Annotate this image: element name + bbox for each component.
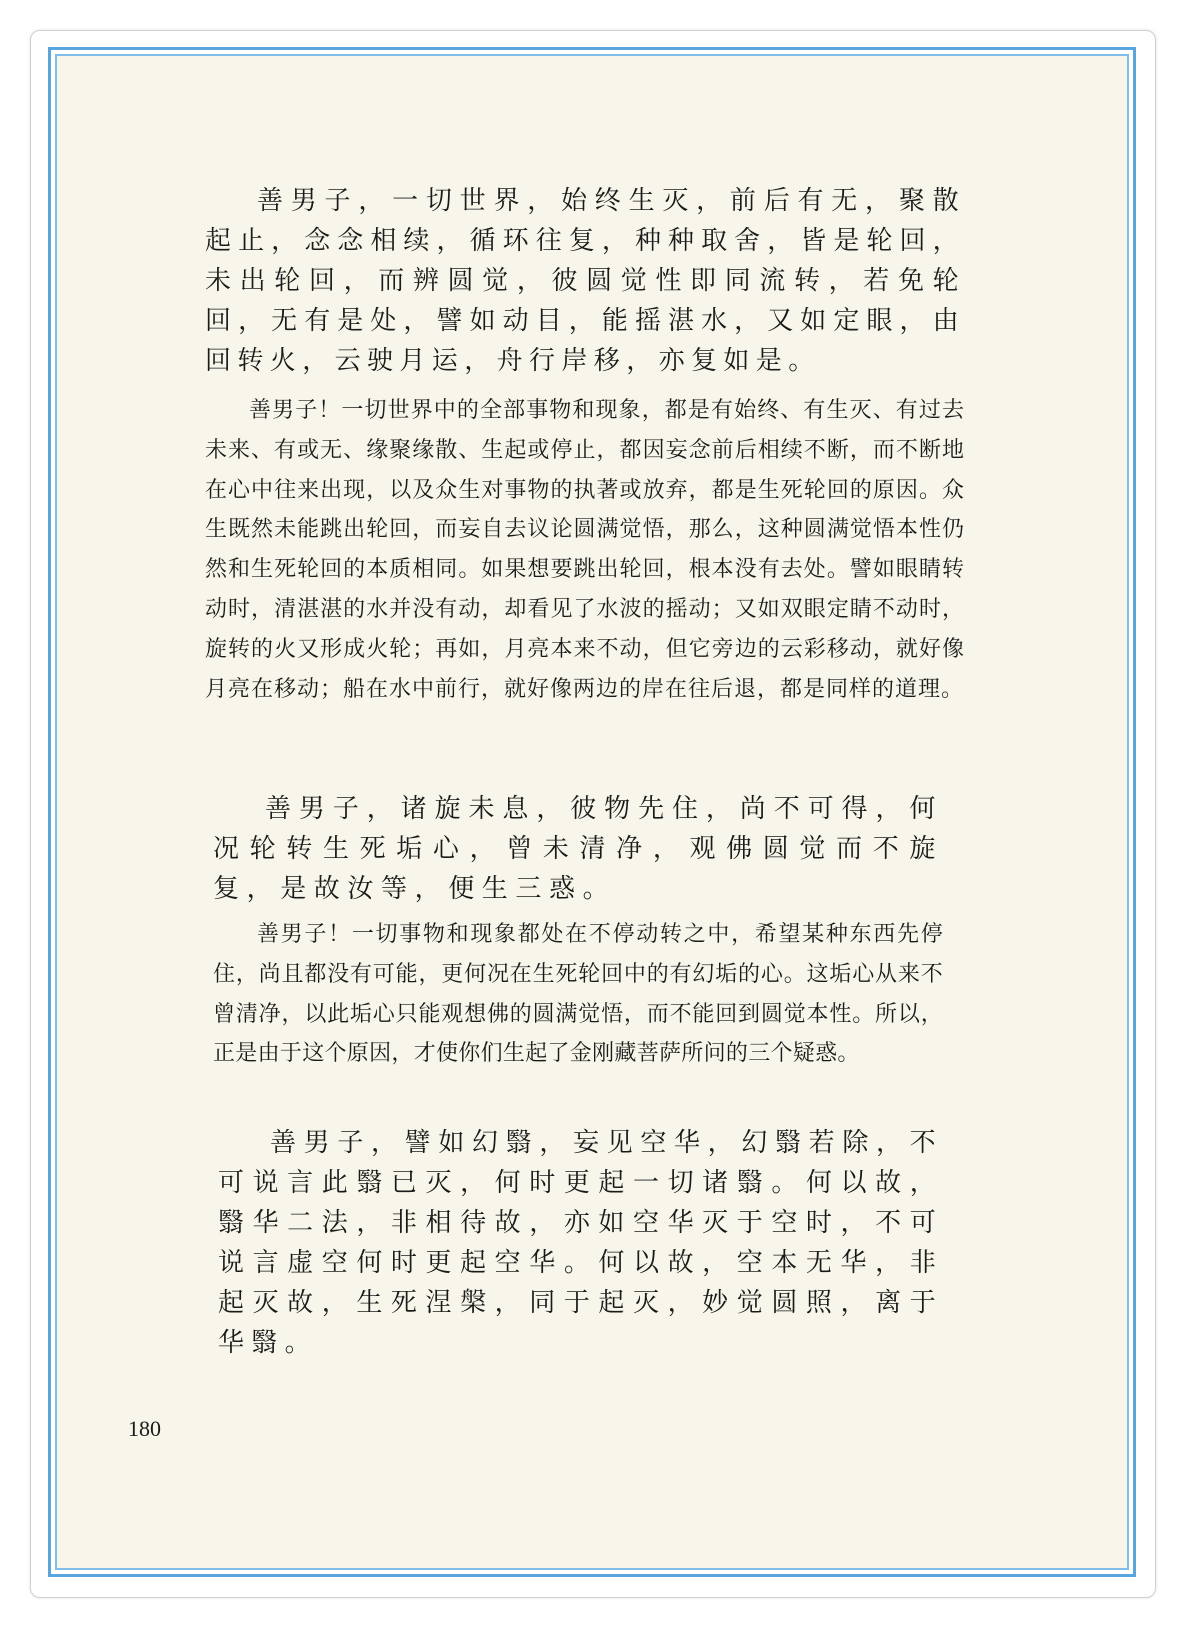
page-number: 180 <box>128 1416 161 1441</box>
original-text-section-3: 善男子，譬如幻翳，妄见空华，幻翳若除，不可说言此翳已灭，何时更起一切诸翳。何以故，翳华二法，非相待故，亦如空华灭于空时，不可说言虚空何时更起空华。何以故，空本无华，非起灭故，生死涅槃，同于起灭，妙觉圆照，离于华翳。 <box>218 1128 943 1358</box>
translation-text-section-2: 善男子！一切事物和现象都处在不停动转之中，希望某种东西先停住，尚且都没有可能，更何况在生死轮回中的有幻垢的心。这垢心从来不曾清净，以此垢心只能观想佛的圆满觉悟，而不能回到圆觉本性。所以，正是由于这个原因，才使你们生起了金刚藏菩萨所问的三个疑惑。 <box>213 922 943 1067</box>
original-text-section-2: 善男子，诸旋未息，彼物先住，尚不可得，何况轮转生死垢心，曾未清净，观佛圆觉而不旋复，是故汝等，便生三惑。 <box>213 794 943 904</box>
original-text-section-1: 善男子，一切世界，始终生灭，前后有无，聚散起止，念念相续，循环往复，种种取舍，皆是轮回，未出轮回，而辨圆觉，彼圆觉性即同流转，若免轮回，无有是处，譬如动目，能摇湛水，又如定眼，由回转火，云驶月运，舟行岸移，亦复如是。 <box>205 186 965 376</box>
translation-text-section-1: 善男子！一切世界中的全部事物和现象，都是有始终、有生灭、有过去未来、有或无、缘聚缘散、生起或停止，都因妄念前后相续不断，而不断地在心中往来出现，以及众生对事物的执著或放弃，都是生死轮回的原因。众生既然未能跳出轮回，而妄自去议论圆满觉悟，那么，这种圆满觉悟本性仍然和生死轮回的本质相同。如果想要跳出轮回，根本没有去处。譬如眼睛转动时，清湛湛的水并没有动，却看见了水波的摇动；又如双眼定睛不动时，旋转的火又形成火轮；再如，月亮本来不动，但它旁边的云彩移动，就好像月亮在移动；船在水中前行，就好像两边的岸在往后退，都是同样的道理。 <box>205 398 965 702</box>
